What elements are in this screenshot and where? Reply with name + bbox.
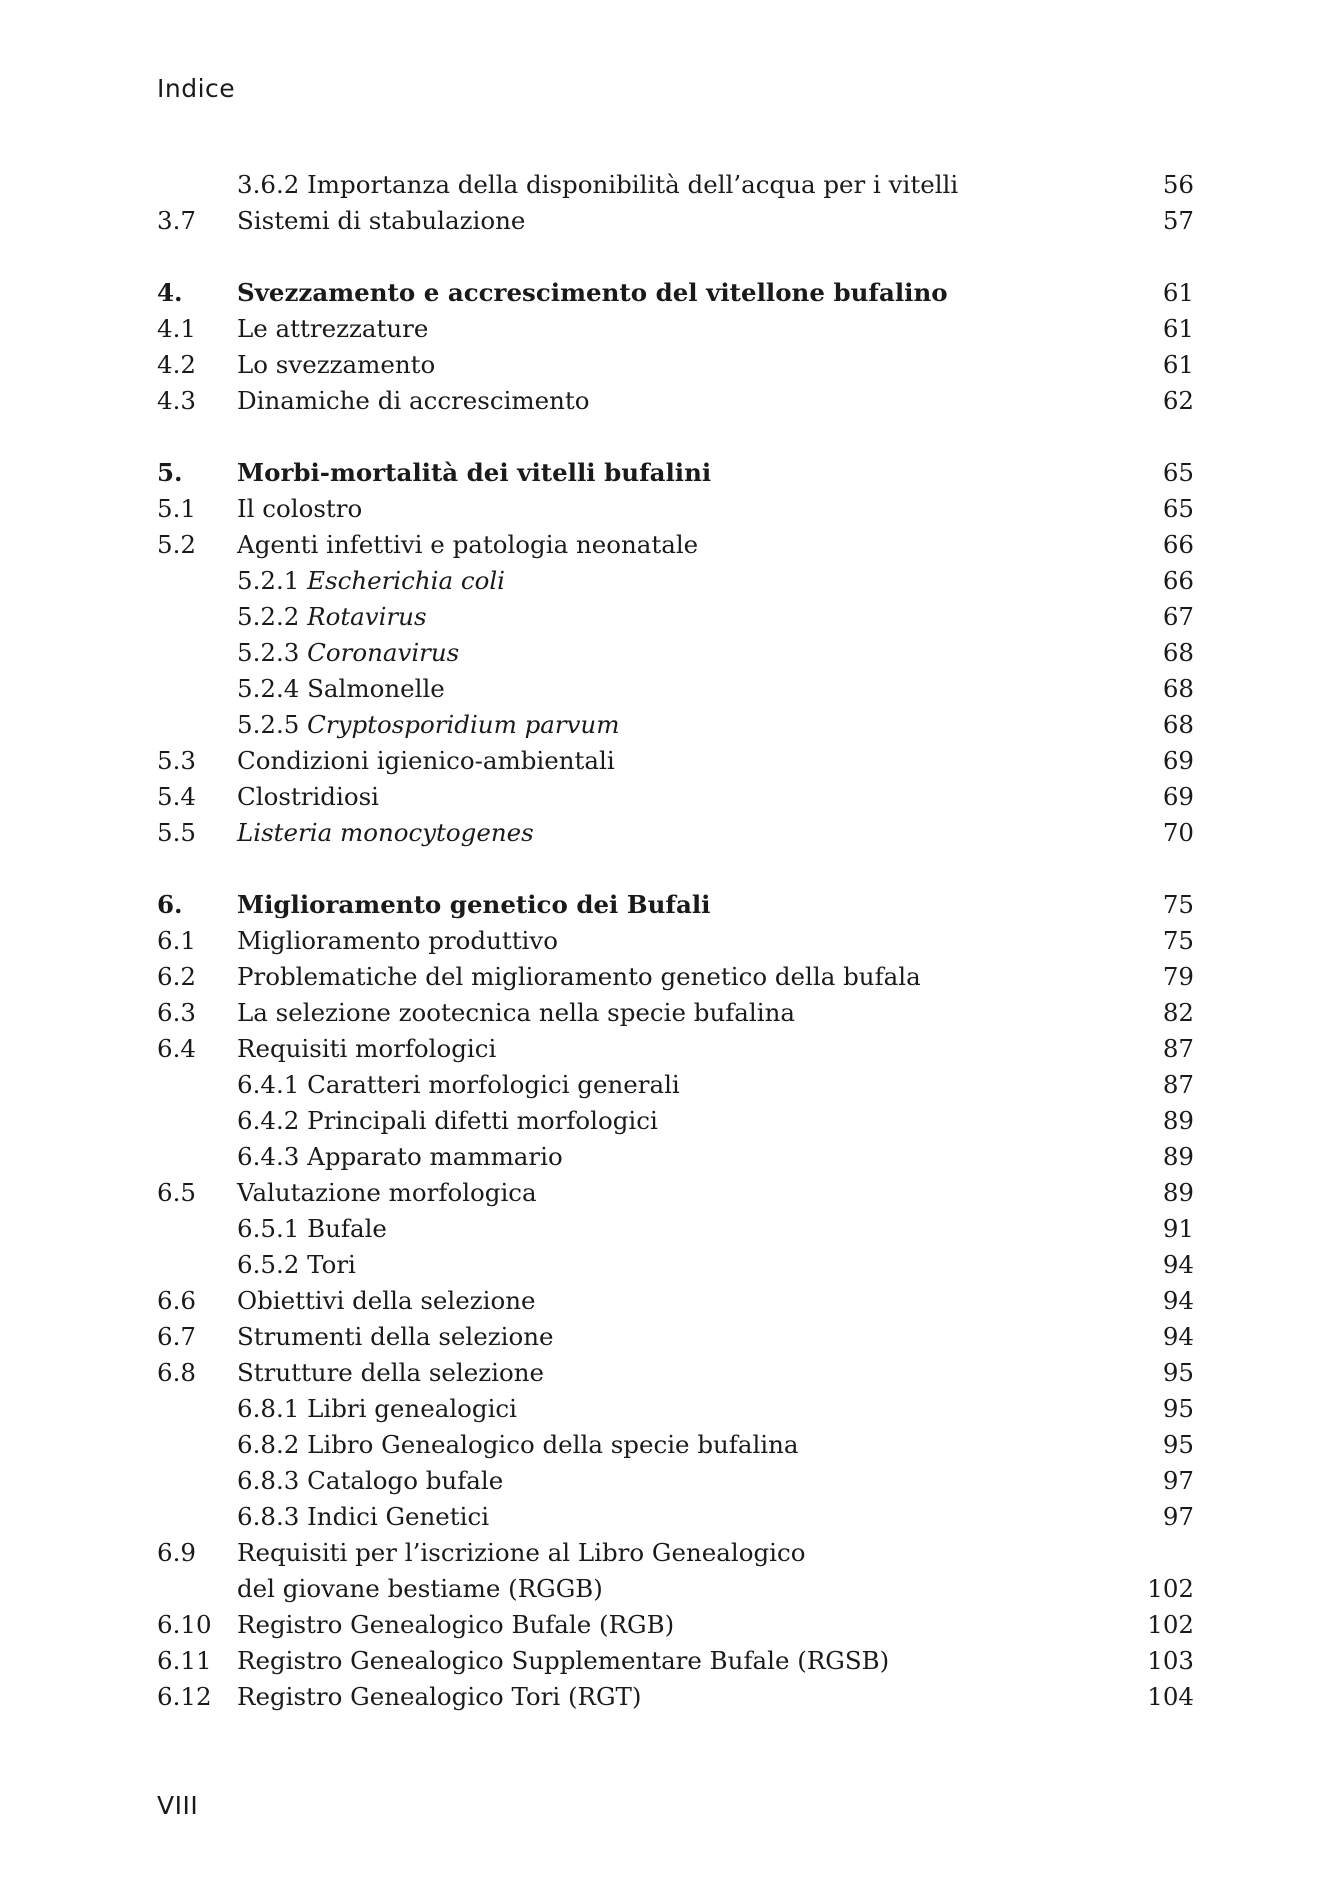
toc-entry-title: 6.4.1 Caratteri morfologici generali [237,1070,680,1099]
toc-entry-title-prefix: 5.2.2 [237,602,308,631]
toc-entry [157,1643,1194,1679]
toc-entry-page: 91 [1162,1214,1194,1243]
toc-entry-number: 4.3 [157,386,196,415]
toc-entry-number: 6.4 [157,1034,196,1063]
toc-entry-page: 82 [1162,998,1194,1027]
toc-entry-page: 65 [1162,458,1194,487]
page-number: VIII [157,1791,199,1820]
toc-entry [157,995,1194,1031]
toc-entry-page: 69 [1162,782,1194,811]
toc-entry [157,1427,1194,1463]
toc-entry-page: 70 [1162,818,1194,847]
toc-spacer [157,851,1194,887]
toc-entry [157,1139,1194,1175]
toc-entry-page: 57 [1162,206,1194,235]
toc-entry-title: Morbi-mortalità dei vitelli bufalini [237,458,712,487]
toc-entry [157,707,1194,743]
toc-entry-page: 95 [1162,1430,1194,1459]
toc-entry-title [237,707,1114,743]
toc-entry-title: 3.6.2 Importanza della disponibilità dell’acqua per i vitelli [237,170,959,199]
toc-entry [157,275,1194,311]
toc-entry-title: Requisiti morfologici [237,1034,497,1063]
toc-entry-title: Le attrezzature [237,314,429,343]
toc-entry-title: Sistemi di stabulazione [237,206,526,235]
toc-entry-number: 5.4 [157,782,196,811]
toc-entry-title: Il colostro [237,494,363,523]
toc-entry [157,311,1194,347]
toc-entry-title: del giovane bestiame (RGGB) [237,1574,603,1603]
toc-entry [157,599,1194,635]
toc-entry [157,203,1194,239]
toc-entry-number: 5. [157,458,183,487]
toc-entry-number: 6.5 [157,1178,196,1207]
toc-entry-title: 6.8.1 Libri genealogici [237,1394,517,1423]
toc-entry-number: 5.1 [157,494,196,523]
toc-entry [157,779,1194,815]
toc-entry-title: Agenti infettivi e patologia neonatale [237,530,699,559]
toc-entry-number: 6.10 [157,1610,212,1639]
toc-entry [157,1319,1194,1355]
toc-entry-title: 6.8.3 Indici Genetici [237,1502,490,1531]
toc-entry-number: 6.1 [157,926,196,955]
toc-entry-page: 97 [1162,1466,1194,1495]
toc-entry-title: 6.4.3 Apparato mammario [237,1142,563,1171]
toc-entry-page: 102 [1147,1610,1194,1639]
toc-entry [157,1607,1194,1643]
toc-entry [157,455,1194,491]
toc-entry-page: 95 [1162,1358,1194,1387]
toc-entry [157,1535,1194,1571]
toc-entry-title: 6.5.1 Bufale [237,1214,387,1243]
toc-entry [157,491,1194,527]
toc-entry-page: 61 [1162,314,1194,343]
toc-entry [157,743,1194,779]
toc-entry-title-prefix: 5.2.5 [237,710,308,739]
toc-entry-page: 62 [1162,386,1194,415]
toc-entry-title-italic: Listeria monocytogenes [237,818,534,847]
toc-entry-number: 5.3 [157,746,196,775]
toc-entry-title-prefix: 5.2.3 [237,638,308,667]
table-of-contents [157,167,1194,1715]
toc-entry [157,527,1194,563]
toc-entry-page: 61 [1162,350,1194,379]
toc-entry-page: 89 [1162,1142,1194,1171]
toc-entry-number: 5.2 [157,530,196,559]
toc-entry-page: 87 [1162,1034,1194,1063]
toc-entry [157,1571,1194,1607]
toc-entry-page: 95 [1162,1394,1194,1423]
toc-entry-number: 4.1 [157,314,196,343]
toc-entry [157,1463,1194,1499]
toc-entry [157,347,1194,383]
toc-entry-page: 61 [1162,278,1194,307]
toc-entry-number: 6.8 [157,1358,196,1387]
toc-entry-page: 75 [1162,926,1194,955]
toc-entry [157,887,1194,923]
toc-entry-title: 6.5.2 Tori [237,1250,356,1279]
toc-entry-title [237,635,1114,671]
toc-entry-page: 102 [1147,1574,1194,1603]
toc-entry-page: 75 [1162,890,1194,919]
toc-entry-title: 5.2.4 Salmonelle [237,674,445,703]
toc-entry-number: 6.12 [157,1682,212,1711]
toc-entry-title: Miglioramento produttivo [237,926,558,955]
toc-entry [157,1355,1194,1391]
toc-entry-title-prefix: 5.2.1 [237,566,308,595]
toc-entry-number: 6. [157,890,183,919]
toc-entry-title-italic: Escherichia coli [307,566,506,595]
toc-entry [157,923,1194,959]
toc-entry [157,671,1194,707]
toc-entry [157,1391,1194,1427]
toc-entry-title [237,815,1114,851]
toc-entry [157,383,1194,419]
toc-entry [157,1283,1194,1319]
toc-entry [157,1211,1194,1247]
toc-entry-page: 104 [1147,1682,1194,1711]
toc-entry-page: 97 [1162,1502,1194,1531]
toc-entry-title: La selezione zootecnica nella specie bufalina [237,998,795,1027]
toc-entry [157,815,1194,851]
toc-entry-title: Svezzamento e accrescimento del vitellone bufalino [237,278,948,307]
toc-entry-title: 6.4.2 Principali difetti morfologici [237,1106,658,1135]
toc-entry [157,167,1194,203]
toc-entry-title-italic: Rotavirus [307,602,427,631]
toc-spacer [157,239,1194,275]
toc-entry-title: Lo svezzamento [237,350,436,379]
toc-entry-title-italic: Cryptosporidium parvum [307,710,620,739]
toc-entry-title: Dinamiche di accrescimento [237,386,590,415]
toc-entry-title: Obiettivi della selezione [237,1286,536,1315]
toc-entry-number: 6.7 [157,1322,196,1351]
toc-entry-number: 4.2 [157,350,196,379]
toc-entry-number: 6.6 [157,1286,196,1315]
toc-entry-page: 66 [1162,530,1194,559]
toc-entry-page: 67 [1162,602,1194,631]
toc-entry-title-italic: Coronavirus [307,638,460,667]
toc-entry [157,959,1194,995]
toc-entry-number: 4. [157,278,183,307]
toc-entry-page: 56 [1162,170,1194,199]
toc-entry-page: 94 [1162,1250,1194,1279]
toc-spacer [157,419,1194,455]
toc-entry [157,1067,1194,1103]
toc-entry-page: 66 [1162,566,1194,595]
toc-entry-title: Registro Genealogico Tori (RGT) [237,1682,642,1711]
toc-entry-title: Miglioramento genetico dei Bufali [237,890,711,919]
toc-entry-title: Strutture della selezione [237,1358,545,1387]
toc-entry-number: 6.2 [157,962,196,991]
toc-entry-title: Condizioni igienico-ambientali [237,746,615,775]
toc-entry-page: 68 [1162,674,1194,703]
toc-entry-number: 5.5 [157,818,196,847]
toc-entry-title: Strumenti della selezione [237,1322,554,1351]
toc-entry-page: 79 [1162,962,1194,991]
toc-entry [157,563,1194,599]
toc-entry-page: 94 [1162,1322,1194,1351]
toc-entry [157,1499,1194,1535]
toc-entry-page: 89 [1162,1178,1194,1207]
toc-entry-title: Valutazione morfologica [237,1178,537,1207]
toc-entry-page: 65 [1162,494,1194,523]
toc-entry [157,1247,1194,1283]
toc-entry-title [237,563,1114,599]
toc-entry [157,1679,1194,1715]
toc-entry [157,1175,1194,1211]
toc-entry-page: 69 [1162,746,1194,775]
toc-entry-page: 68 [1162,638,1194,667]
toc-entry-title: Problematiche del miglioramento genetico della bufala [237,962,921,991]
toc-entry-title: Clostridiosi [237,782,379,811]
toc-entry-title: Requisiti per l’iscrizione al Libro Genealogico [237,1538,806,1567]
toc-entry-number: 6.11 [157,1646,212,1675]
toc-entry [157,635,1194,671]
toc-entry-page: 89 [1162,1106,1194,1135]
toc-entry-title: Registro Genealogico Bufale (RGB) [237,1610,675,1639]
toc-entry-title: 6.8.2 Libro Genealogico della specie bufalina [237,1430,799,1459]
toc-entry-number: 6.9 [157,1538,196,1567]
toc-entry [157,1103,1194,1139]
toc-entry-title: Registro Genealogico Supplementare Bufale (RGSB) [237,1646,890,1675]
toc-entry-title [237,599,1114,635]
toc-entry-page: 103 [1147,1646,1194,1675]
toc-entry-page: 94 [1162,1286,1194,1315]
toc-entry-number: 3.7 [157,206,196,235]
toc-entry-title: 6.8.3 Catalogo bufale [237,1466,504,1495]
toc-entry [157,1031,1194,1067]
running-head-title: Indice [157,74,236,103]
toc-entry-number: 6.3 [157,998,196,1027]
toc-entry-page: 68 [1162,710,1194,739]
toc-entry-page: 87 [1162,1070,1194,1099]
